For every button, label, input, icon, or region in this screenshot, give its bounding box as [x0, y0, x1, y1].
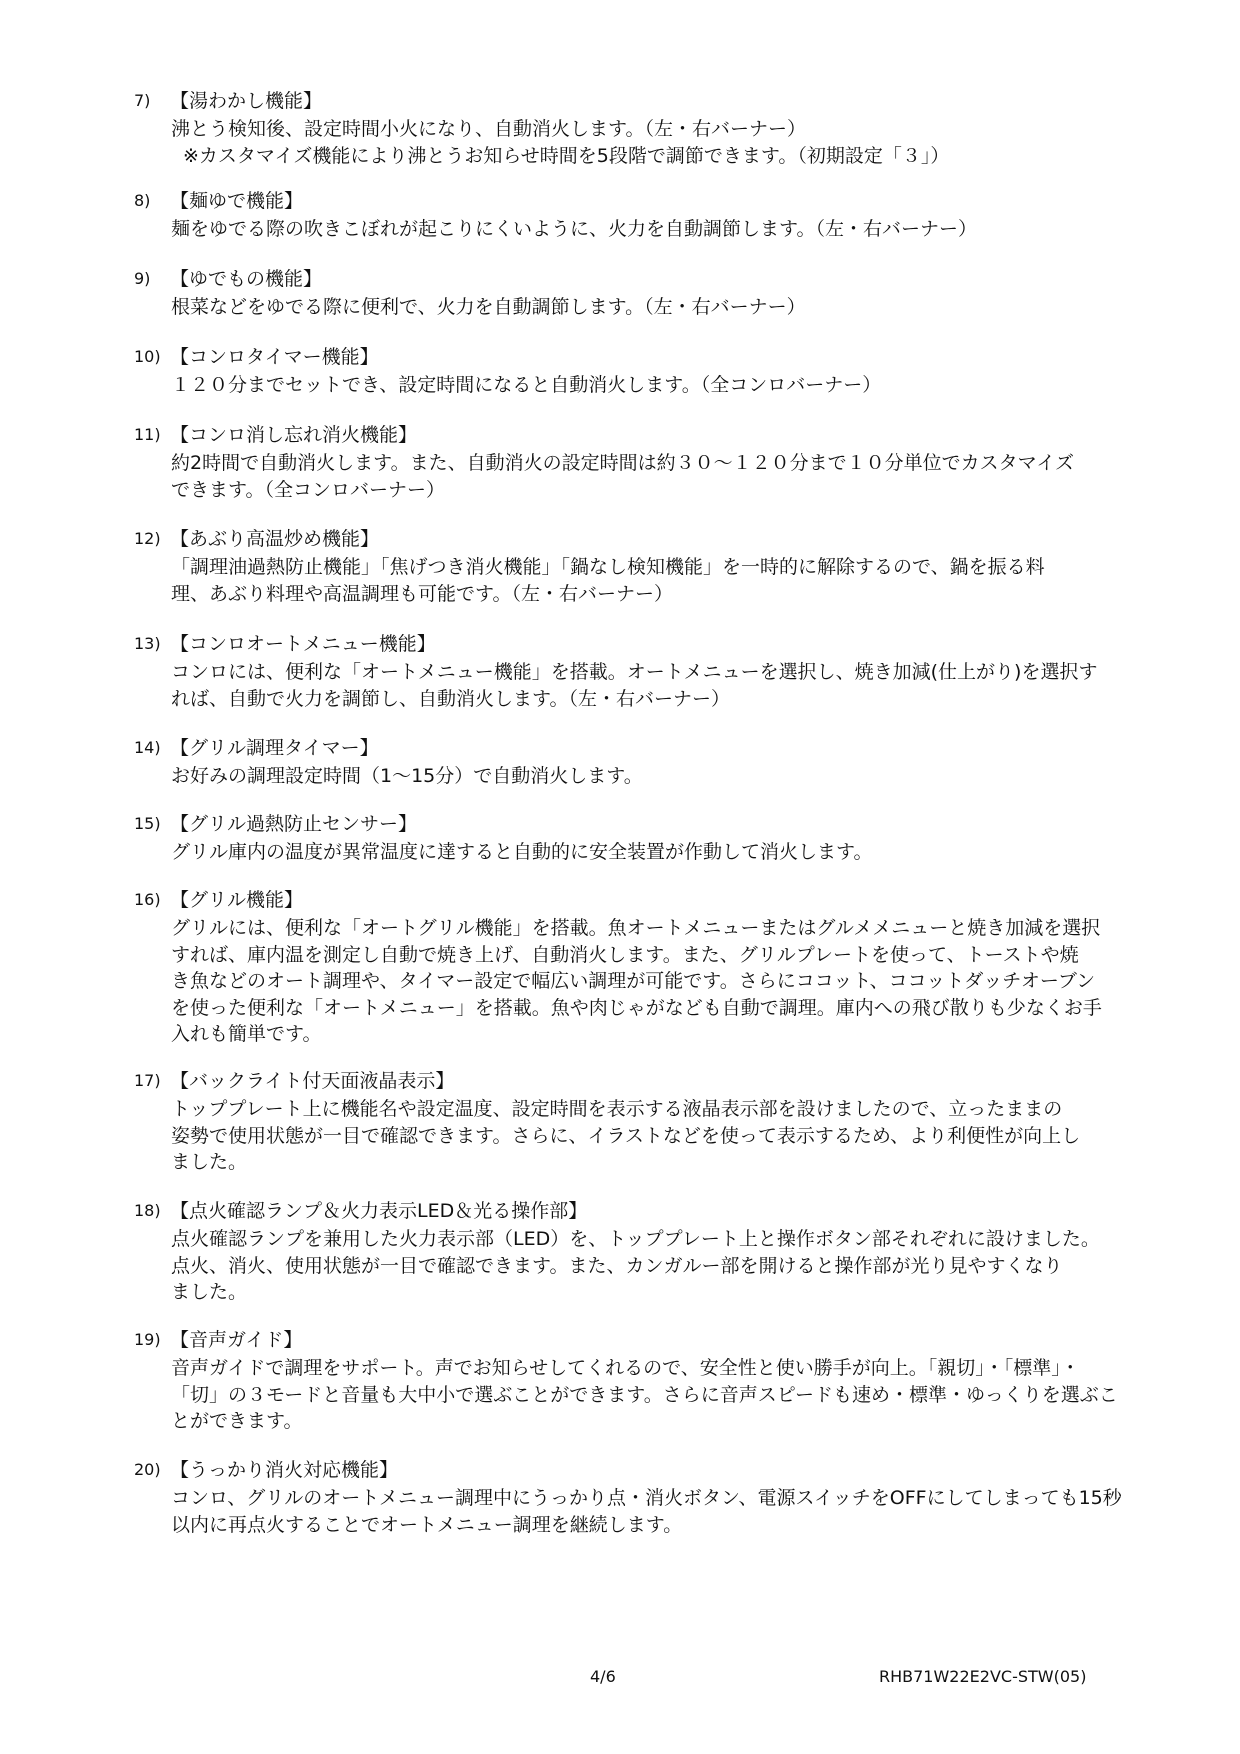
description-line: 姿勢で使用状態が一目で確認できます。さらに、イラストなどを使って表示するため、より利便性が向上し	[171, 1124, 1081, 1147]
description-line: れば、自動で火力を調節し、自動消火します。（左・右バーナー）	[171, 687, 730, 710]
feature-number: 15)	[134, 814, 161, 833]
description-line: トッププレート上に機能名や設定温度、設定時間を表示する液晶表示部を設けましたので、立ったままの	[171, 1098, 1063, 1120]
description-line: 沸とう検知後、設定時間小火になり、自動消火します。（左・右バーナー）	[171, 118, 806, 140]
description-line: お好みの調理設定時間（1～15分）で自動消火します。	[171, 765, 643, 787]
description-line: グリル庫内の温度が異常温度に達すると自動的に安全装置が作動して消火します。	[171, 841, 873, 863]
feature-description	[171, 1096, 1186, 1176]
description-line: 音声ガイドで調理をサポート。声でお知らせしてくれるので、安全性と使い勝手が向上。「親切」・「標準」・	[171, 1357, 1080, 1379]
feature-heading	[0, 422, 1240, 448]
feature-title: 【コンロタイマー機能】	[170, 346, 379, 368]
feature-item	[0, 526, 1240, 607]
feature-heading	[0, 1068, 1240, 1094]
feature-number: 11)	[134, 425, 161, 444]
description-line: ました。	[171, 1151, 248, 1173]
feature-number: 14)	[134, 738, 161, 757]
description-line: 麺をゆでる際の吹きこぼれが起こりにくいように、火力を自動調節します。（左・右バーナー）	[171, 218, 977, 240]
feature-heading	[0, 88, 1240, 114]
feature-item	[0, 88, 1240, 169]
description-line: 理、あぶり料理や高温調理も可能です。（左・右バーナー）	[171, 582, 673, 605]
feature-item	[0, 887, 1240, 1048]
feature-heading	[0, 887, 1240, 913]
feature-heading	[0, 344, 1240, 370]
description-line: き魚などのオート調理や、タイマー設定で幅広い調理が可能です。さらにココット、ココットダッチオーブン	[171, 970, 1096, 992]
feature-description	[171, 372, 1186, 399]
description-line: できます。（全コンロバーナー）	[171, 478, 445, 501]
description-line: 「切」の３モードと音量も大中小で選ぶことができます。さらに音声スピードも速め・標準・ゆっくりを選ぶこ	[171, 1383, 1118, 1406]
description-line: 点火確認ランプを兼用した火力表示部（LED）を、トッププレート上と操作ボタン部それぞれに設けました。	[171, 1228, 1100, 1250]
feature-item	[0, 266, 1240, 321]
feature-item	[0, 1327, 1240, 1435]
feature-number: 17)	[134, 1071, 161, 1090]
feature-heading	[0, 631, 1240, 657]
description-line: を使った便利な「オートメニュー」を搭載。魚や肉じゃがなども自動で調理。庫内への飛び散りも少なくお手	[171, 996, 1102, 1019]
feature-title: 【音声ガイド】	[170, 1329, 303, 1351]
feature-number: 8)	[134, 191, 151, 210]
feature-number: 10)	[134, 347, 161, 366]
feature-description	[171, 839, 1186, 866]
description-line: 約2時間で自動消火します。また、自動消火の設定時間は約３０～１２０分まで１０分単位でカスタマイズ	[171, 452, 1075, 474]
feature-description	[171, 1226, 1186, 1306]
description-line: ました。	[171, 1281, 248, 1303]
feature-number: 9)	[134, 269, 151, 288]
feature-heading	[0, 735, 1240, 761]
feature-description	[171, 554, 1186, 607]
feature-item	[0, 188, 1240, 243]
feature-description	[171, 216, 1186, 243]
feature-description	[171, 763, 1186, 790]
feature-description	[171, 1355, 1186, 1435]
feature-title: 【うっかり消火対応機能】	[170, 1459, 399, 1481]
feature-item	[0, 1068, 1240, 1176]
description-line: コンロ、グリルのオートメニュー調理中にうっかり点・消火ボタン、電源スイッチをOFFにしてしまっても15秒	[171, 1487, 1122, 1509]
feature-description	[171, 915, 1186, 1048]
page-number: 4/6	[590, 1667, 616, 1686]
feature-description	[171, 294, 1186, 321]
description-line: 以内に再点火することでオートメニュー調理を継続します。	[171, 1513, 683, 1536]
description-line: 「調理油過熱防止機能」「焦げつき消火機能」「鍋なし検知機能」を一時的に解除するので、鍋を振る料	[171, 556, 1045, 578]
description-line: 点火、消火、使用状態が一目で確認できます。また、カンガルー部を開けると操作部が光り見やすくなり	[171, 1254, 1063, 1277]
feature-heading	[0, 526, 1240, 552]
feature-title: 【あぶり高温炒め機能】	[170, 528, 380, 550]
feature-number: 19)	[134, 1330, 161, 1349]
document-code: RHB71W22E2VC-STW(05)	[879, 1667, 1087, 1686]
description-line: ※カスタマイズ機能により沸とうお知らせ時間を5段階で調節できます。（初期設定「３」）	[183, 144, 950, 167]
feature-title: 【コンロ消し忘れ消火機能】	[170, 424, 418, 446]
feature-heading	[0, 1457, 1240, 1483]
feature-number: 20)	[134, 1460, 161, 1479]
feature-title: 【コンロオートメニュー機能】	[170, 633, 436, 655]
description-line: すれば、庫内温を測定し自動で焼き上げ、自動消火します。また、グリルプレートを使って、トーストや焼	[171, 943, 1079, 966]
feature-number: 12)	[134, 529, 161, 548]
feature-description	[171, 116, 1186, 169]
feature-description	[171, 1485, 1186, 1538]
description-line: とができます。	[171, 1410, 303, 1432]
feature-description	[171, 659, 1186, 712]
feature-heading	[0, 1327, 1240, 1353]
feature-title: 【湯わかし機能】	[170, 90, 323, 112]
feature-item	[0, 1457, 1240, 1538]
description-line: グリルには、便利な「オートグリル機能」を搭載。魚オートメニューまたはグルメメニューと焼き加減を選択	[171, 917, 1101, 939]
feature-item	[0, 344, 1240, 399]
description-line: 入れも簡単です。	[171, 1023, 322, 1045]
feature-title: 【バックライト付天面液晶表示】	[170, 1070, 455, 1092]
feature-heading	[0, 1198, 1240, 1224]
feature-item	[0, 1198, 1240, 1306]
description-line: 根菜などをゆでる際に便利で、火力を自動調節します。（左・右バーナー）	[171, 296, 806, 318]
feature-item	[0, 811, 1240, 866]
feature-number: 18)	[134, 1201, 161, 1220]
feature-number: 7)	[134, 91, 151, 110]
feature-title: 【グリル調理タイマー】	[170, 737, 379, 759]
feature-title: 【ゆでもの機能】	[170, 268, 323, 290]
description-line: コンロには、便利な「オートメニュー機能」を搭載。オートメニューを選択し、焼き加減(仕上がり)を選択す	[171, 661, 1098, 683]
feature-title: 【グリル過熱防止センサー】	[170, 813, 418, 835]
feature-title: 【点火確認ランプ＆火力表示LED＆光る操作部】	[170, 1200, 588, 1222]
feature-heading	[0, 811, 1240, 837]
feature-title: 【グリル機能】	[170, 889, 304, 911]
feature-heading	[0, 188, 1240, 214]
feature-description	[171, 450, 1186, 503]
description-line: １２０分までセットでき、設定時間になると自動消火します。（全コンロバーナー）	[171, 374, 882, 396]
feature-number: 13)	[134, 634, 161, 653]
feature-item	[0, 631, 1240, 712]
feature-item	[0, 735, 1240, 790]
feature-heading	[0, 266, 1240, 292]
feature-item	[0, 422, 1240, 503]
feature-title: 【麺ゆで機能】	[170, 190, 304, 212]
feature-number: 16)	[134, 890, 161, 909]
